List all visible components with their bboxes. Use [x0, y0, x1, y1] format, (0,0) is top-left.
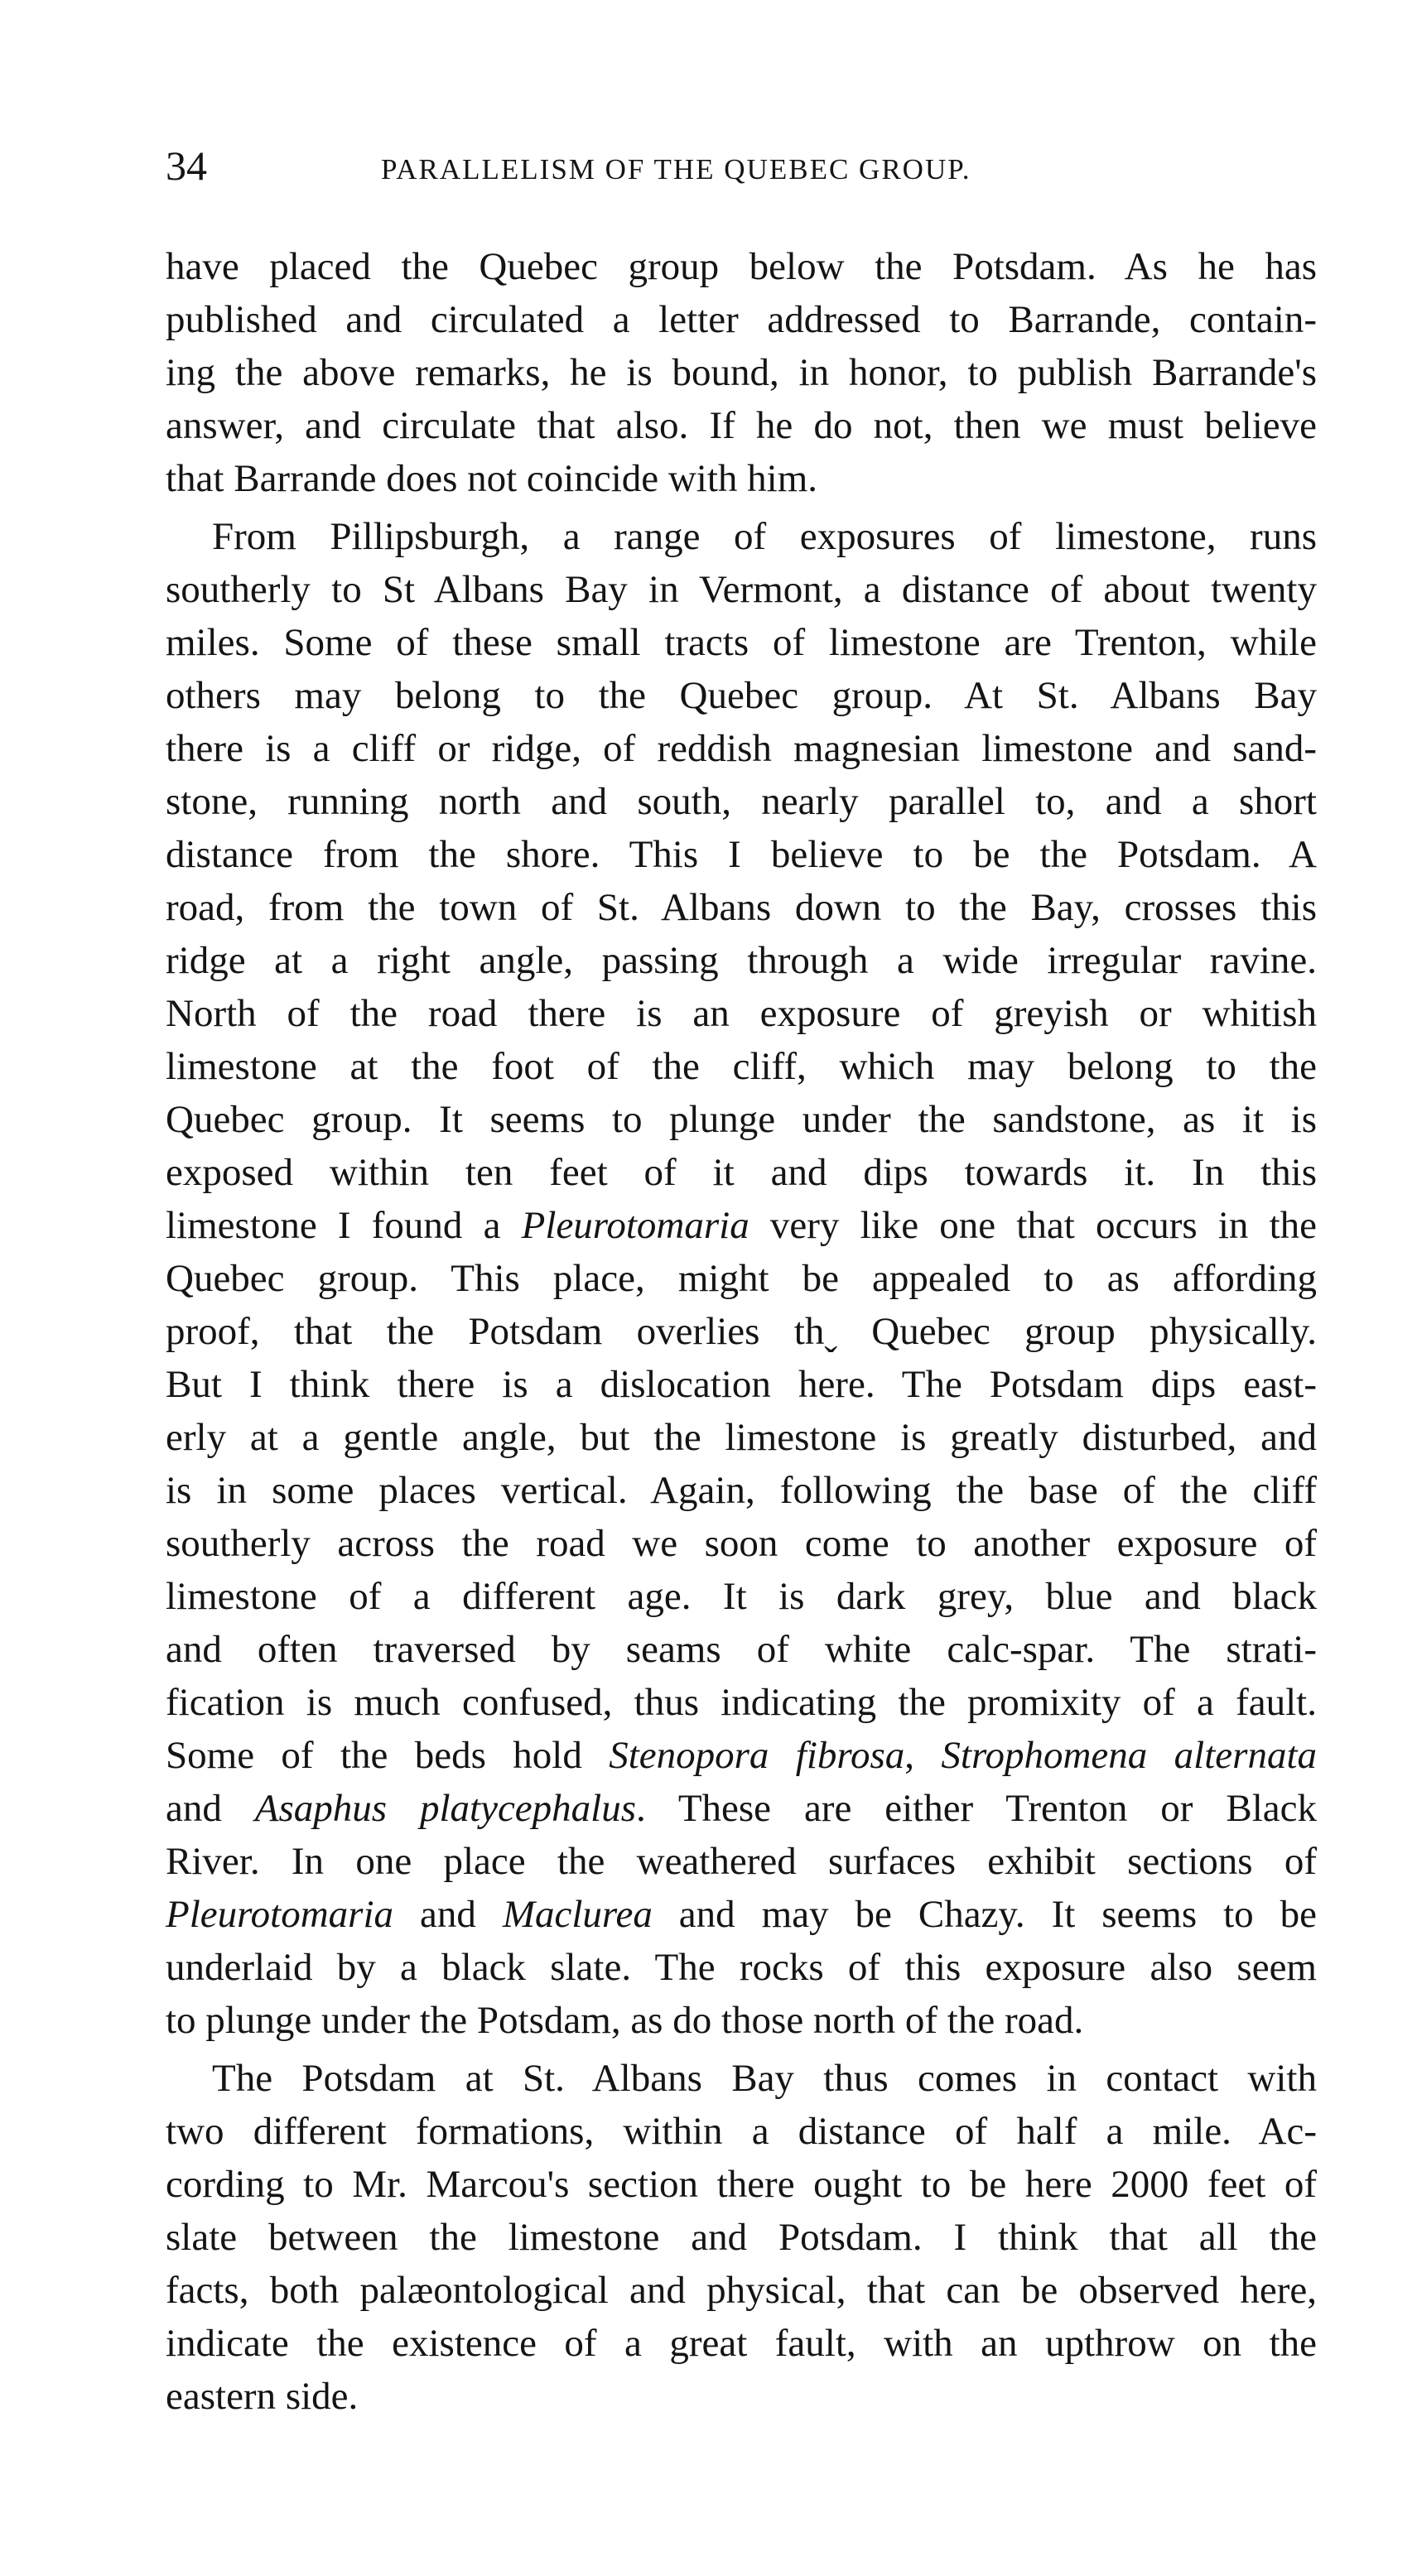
text-line: Quebec group. This place, might be appealed to as affording: [166, 1257, 1317, 1300]
text-run: ,: [904, 1734, 942, 1777]
text-line: limestone at the foot of the cliff, which may belong to the: [166, 1045, 1317, 1088]
text-line: [166, 1782, 1317, 1835]
text-line: miles. Some of these small tracts of limestone are Trenton, while: [166, 621, 1317, 664]
text-run: Some of the beds hold: [166, 1734, 610, 1777]
running-head: [166, 141, 1325, 199]
text-run: and may be Chazy. It seems to be: [652, 1893, 1317, 1936]
text-run: . These are either Trenton or Black: [636, 1787, 1317, 1830]
text-line: southerly to St Albans Bay in Vermont, a distance of about twenty: [166, 568, 1317, 611]
text-line: limestone of a different age. It is dark grey, blue and black: [166, 1575, 1317, 1618]
taxon-name: Pleurotomaria: [521, 1204, 749, 1247]
text-line: distance from the shore. This I believe to be the Potsdam. A: [166, 833, 1317, 876]
text-line: road, from the town of St. Albans down to the Bay, crosses this: [166, 886, 1317, 929]
text-line: River. In one place the weathered surfaces exhibit sections of: [166, 1840, 1317, 1883]
text-line: The Potsdam at St. Albans Bay thus comes in contact with: [212, 2057, 1317, 2100]
text-line: North of the road there is an exposure of greyish or whitish: [166, 992, 1317, 1035]
text-line: [166, 1888, 1317, 1941]
text-line: answer, and circulate that also. If he do not, then we must believe: [166, 404, 1317, 447]
text-line: is in some places vertical. Again, following the base of the cliff: [166, 1469, 1317, 1512]
text-line: proof, that the Potsdam overlies thˬ Quebec group physically.: [166, 1310, 1317, 1353]
text-line: stone, running north and south, nearly parallel to, and a short: [166, 780, 1317, 823]
text-line: indicate the existence of a great fault, with an upthrow on the: [166, 2322, 1317, 2365]
text-line: [166, 1729, 1317, 1782]
text-line: two different formations, within a distance of half a mile. Ac-: [166, 2110, 1317, 2153]
taxon-name: Strophomena alternata: [941, 1734, 1317, 1777]
text-line: erly at a gentle angle, but the limestone is greatly disturbed, and: [166, 1416, 1317, 1459]
taxon-name: Asaphus platycephalus: [254, 1787, 637, 1830]
taxon-name: Stenopora fibrosa: [609, 1734, 905, 1777]
paragraph-1: [166, 240, 1317, 505]
text-run: and: [393, 1893, 503, 1936]
text-line: underlaid by a black slate. The rocks of this exposure also seem: [166, 1946, 1317, 1989]
text-line: there is a cliff or ridge, of reddish magnesian limestone and sand-: [166, 727, 1317, 770]
paragraph-3: [166, 2052, 1317, 2423]
text-line: published and circulated a letter addressed to Barrande, contain-: [166, 298, 1317, 341]
text-line: From Pillipsburgh, a range of exposures of limestone, runs: [212, 515, 1317, 558]
text-line: exposed within ten feet of it and dips towards it. In this: [166, 1151, 1317, 1194]
paragraph-2: [166, 510, 1317, 2047]
text-line: cording to Mr. Marcou's section there ought to be here 2000 feet of: [166, 2163, 1317, 2206]
text-line: that Barrande does not coincide with him.: [166, 457, 818, 500]
text-line: have placed the Quebec group below the Potsdam. As he has: [166, 245, 1317, 288]
running-title: PARALLELISM OF THE QUEBEC GROUP.: [381, 153, 971, 185]
taxon-name: Maclurea: [502, 1893, 653, 1936]
text-line: slate between the limestone and Potsdam. I think that all the: [166, 2216, 1317, 2259]
text-line: But I think there is a dislocation here. The Potsdam dips east-: [166, 1363, 1317, 1406]
text-line: ing the above remarks, he is bound, in honor, to publish Barrande's: [166, 351, 1317, 394]
text-line: to plunge under the Potsdam, as do those north of the road.: [166, 1999, 1084, 2042]
text-line: [166, 1199, 1317, 1252]
text-line: others may belong to the Quebec group. At St. Albans Bay: [166, 674, 1317, 717]
text-line: Quebec group. It seems to plunge under the sandstone, as it is: [166, 1098, 1317, 1141]
text-line: fication is much confused, thus indicating the promixity of a fault.: [166, 1681, 1317, 1724]
body-text: [166, 240, 1317, 2423]
page-number: 34: [166, 142, 207, 189]
text-line: and often traversed by seams of white calc-spar. The strati-: [166, 1628, 1317, 1671]
text-line: eastern side.: [166, 2375, 359, 2418]
text-line: facts, both palæontological and physical, that can be observed here,: [166, 2269, 1317, 2312]
taxon-name: Pleurotomaria: [166, 1893, 394, 1936]
text-line: southerly across the road we soon come to another exposure of: [166, 1522, 1317, 1565]
text-run: and: [166, 1787, 255, 1830]
text-run: very like one that occurs in the: [749, 1204, 1317, 1247]
text-run: limestone I found a: [166, 1204, 522, 1247]
text-line: ridge at a right angle, passing through a wide irregular ravine.: [166, 939, 1317, 982]
